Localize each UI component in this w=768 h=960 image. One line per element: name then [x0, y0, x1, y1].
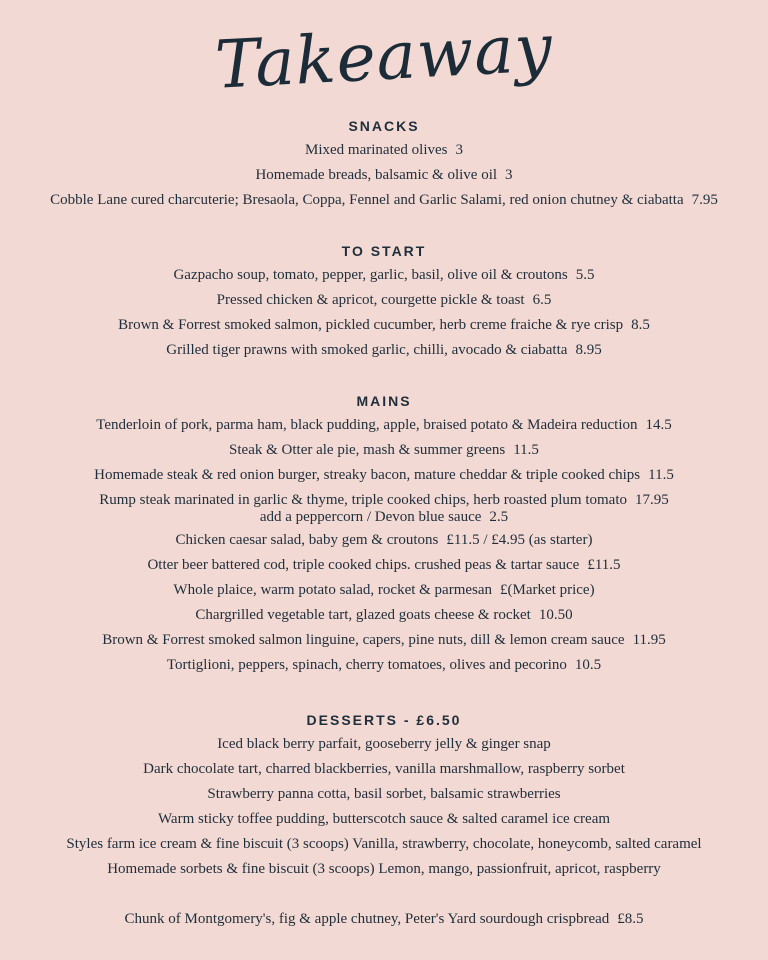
menu-item: Warm sticky toffee pudding, butterscotch sauce & salted caramel ice cream — [157, 811, 611, 827]
item-price: 2.5 — [489, 509, 509, 525]
menu-item — [0, 288, 768, 313]
item-name: Rump steak marinated in garlic & thyme, triple cooked chips, herb roasted plum tomato — [99, 492, 628, 508]
item-price: 3 — [505, 167, 513, 183]
item-price: 5.5 — [575, 267, 595, 283]
item-name: Otter beer battered cod, triple cooked chips. crushed peas & tartar sauce — [147, 557, 580, 573]
menu-item — [0, 188, 768, 213]
item-price: 11.95 — [632, 632, 666, 648]
item-name: Chunk of Montgomery's, fig & apple chutney, Peter's Yard sourdough crispbread — [124, 911, 610, 927]
cheese-item — [0, 907, 768, 932]
snacks-section — [0, 114, 768, 213]
menu-item — [0, 413, 768, 438]
item-name: Gazpacho soup, tomato, pepper, garlic, basil, olive oil & croutons — [173, 267, 568, 283]
item-price: 10.50 — [538, 607, 573, 623]
item-name: Pressed chicken & apricot, courgette pickle & toast — [216, 292, 525, 308]
item-name: Homemade steak & red onion burger, streaky bacon, mature cheddar & triple cooked chips — [94, 467, 641, 483]
item-name: Mixed marinated olives — [305, 142, 448, 158]
item-name: Grilled tiger prawns with smoked garlic, chilli, avocado & ciabatta — [166, 342, 568, 358]
item-price: 14.5 — [645, 417, 672, 433]
menu-item — [0, 628, 768, 653]
item-name: Brown & Forrest smoked salmon, pickled cucumber, herb creme fraiche & rye crisp — [118, 317, 624, 333]
menu-item — [0, 653, 768, 678]
item-name: add a peppercorn / Devon blue sauce — [259, 509, 482, 525]
menu-item — [0, 463, 768, 488]
menu-item — [0, 263, 768, 288]
item-name: Steak & Otter ale pie, mash & summer greens — [229, 442, 506, 458]
item-name: Whole plaice, warm potato salad, rocket & parmesan — [173, 582, 493, 598]
item-price: 17.95 — [635, 492, 669, 508]
item-price: 8.95 — [575, 342, 602, 358]
menu-item — [0, 603, 768, 628]
menu-item: Dark chocolate tart, charred blackberries, vanilla marshmallow, raspberry sorbet — [143, 761, 625, 777]
starters-heading: TO START — [341, 243, 427, 259]
menu-item: Iced black berry parfait, gooseberry jelly & ginger snap — [217, 736, 551, 752]
menu-item — [0, 438, 768, 463]
menu-item — [0, 553, 768, 578]
menu-item: Homemade sorbets & fine biscuit (3 scoops) Lemon, mango, passionfruit, apricot, raspberry — [107, 861, 661, 877]
item-price: 7.95 — [691, 192, 718, 208]
item-price: 8.5 — [631, 317, 650, 333]
item-name: Homemade breads, balsamic & olive oil — [255, 167, 498, 183]
menu-item — [0, 528, 768, 553]
mains-section — [0, 389, 768, 678]
menu-item — [0, 338, 768, 363]
mains-heading: MAINS — [356, 393, 412, 409]
item-name: Chicken caesar salad, baby gem & croutons — [175, 532, 439, 548]
desserts-section — [0, 708, 768, 882]
menu-item — [0, 313, 768, 338]
menu-item: Styles farm ice cream & fine biscuit (3 scoops) Vanilla, strawberry, chocolate, honeycomb, salted caramel — [66, 836, 702, 852]
item-name: Brown & Forrest smoked salmon linguine, capers, pine nuts, dill & lemon cream sauce — [102, 632, 625, 648]
item-price: 3 — [455, 142, 463, 158]
item-price: 11.5 — [648, 467, 674, 483]
menu-item: Strawberry panna cotta, basil sorbet, balsamic strawberries — [207, 786, 561, 802]
item-name: Cobble Lane cured charcuterie; Bresaola, Coppa, Fennel and Garlic Salami, red onion chutney & ciabatta — [50, 192, 684, 208]
item-price: 6.5 — [532, 292, 552, 308]
menu-item — [0, 138, 768, 163]
item-name: Chargrilled vegetable tart, glazed goats cheese & rocket — [195, 607, 531, 623]
item-price: £8.5 — [617, 911, 644, 927]
item-name: Tortiglioni, peppers, spinach, cherry tomatoes, olives and pecorino — [166, 657, 567, 673]
starters-section — [0, 239, 768, 363]
item-price: 11.5 — [513, 442, 539, 458]
item-name: Tenderloin of pork, parma ham, black pudding, apple, braised potato & Madeira reduction — [96, 417, 638, 433]
item-price: £11.5 — [587, 557, 621, 573]
desserts-heading: DESSERTS - £6.50 — [306, 712, 462, 728]
menu-item — [0, 578, 768, 603]
item-price: £11.5 / £4.95 (as starter) — [446, 532, 593, 548]
item-price: 10.5 — [574, 657, 602, 673]
menu-item — [0, 163, 768, 188]
item-price: £(Market price) — [500, 582, 595, 598]
menu-title: Takeaway — [213, 9, 555, 104]
snacks-heading: SNACKS — [348, 118, 420, 134]
